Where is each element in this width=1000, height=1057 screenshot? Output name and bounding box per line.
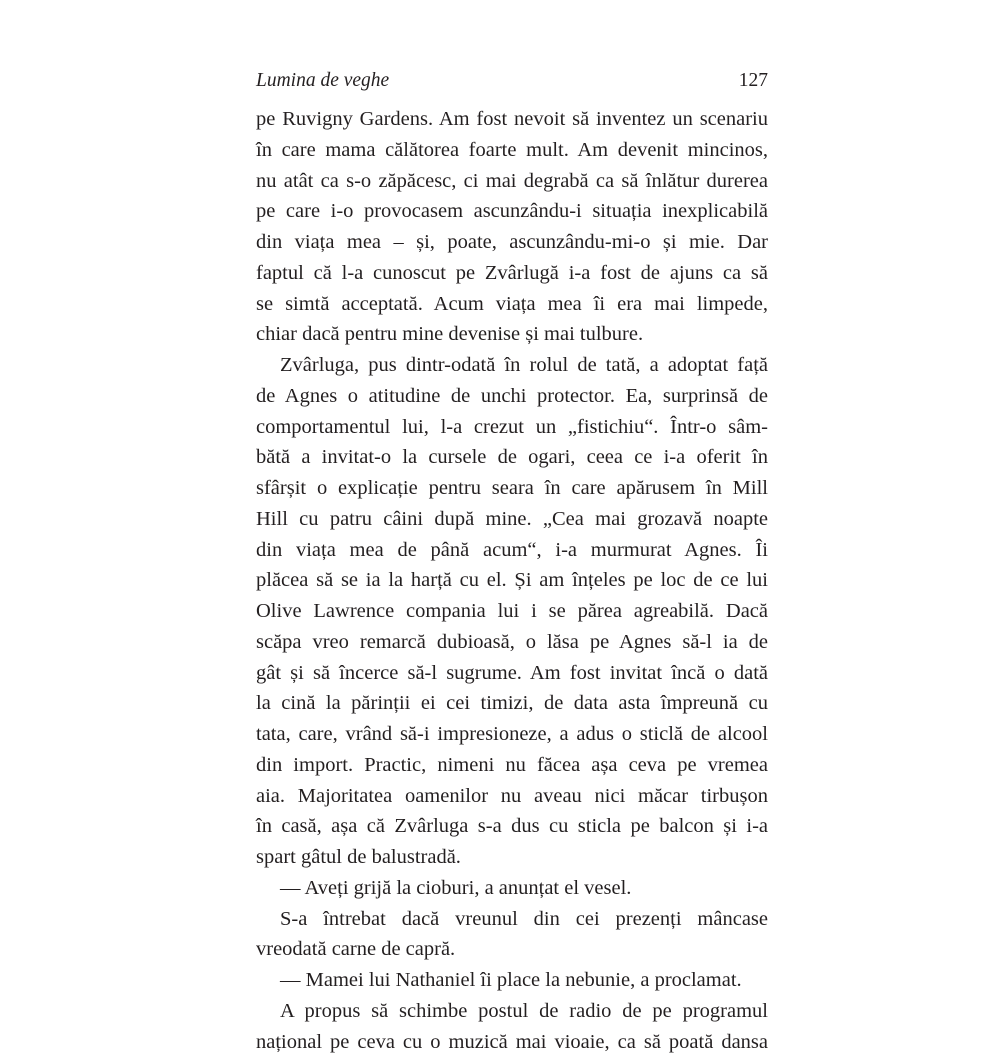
text-line: în casă, așa că Zvârluga s-a dus cu sticla pe balcon și i-a (256, 811, 768, 842)
text-line: gât și să încerce să-l sugrume. Am fost invitat încă o dată (256, 658, 768, 689)
running-title: Lumina de veghe (256, 70, 389, 92)
text-line: faptul că l-a cunoscut pe Zvârlugă i-a fost de ajuns ca să (256, 258, 768, 289)
text-line: din viața mea de până acum“, i-a murmurat Agnes. Îi (256, 535, 768, 566)
text-line: bătă a invitat-o la cursele de ogari, ceea ce i-a oferit în (256, 442, 768, 473)
text-line: la cină la părinții ei cei timizi, de data asta împreună cu (256, 688, 768, 719)
page-number: 127 (739, 70, 768, 92)
text-line: — Aveți grijă la cioburi, a anunțat el vesel. (256, 873, 768, 904)
text-line: Olive Lawrence compania lui i se părea agreabilă. Dacă (256, 596, 768, 627)
text-line: național pe ceva cu o muzică mai vioaie, ca să poată dansa (256, 1027, 768, 1057)
text-line: sfârșit o explicație pentru seara în care apărusem în Mill (256, 473, 768, 504)
text-line: comportamentul lui, l-a crezut un „fistichiu“. Într-o sâm- (256, 412, 768, 443)
text-line: — Mamei lui Nathaniel îi place la nebunie, a proclamat. (256, 965, 768, 996)
text-line: de Agnes o atitudine de unchi protector. Ea, surprinsă de (256, 381, 768, 412)
text-line: din viața mea – și, poate, ascunzându-mi-o și mie. Dar (256, 227, 768, 258)
text-line: chiar dacă pentru mine devenise și mai tulbure. (256, 319, 768, 350)
text-line: scăpa vreo remarcă dubioasă, o lăsa pe Agnes să-l ia de (256, 627, 768, 658)
text-line: Zvârluga, pus dintr-odată în rolul de tată, a adoptat față (256, 350, 768, 381)
text-line: nu atât ca s-o zăpăcesc, ci mai degrabă ca să înlătur durerea (256, 166, 768, 197)
text-line: A propus să schimbe postul de radio de pe programul (256, 996, 768, 1027)
text-line: tata, care, vrând să-i impresioneze, a adus o sticlă de alcool (256, 719, 768, 750)
text-line: aia. Majoritatea oamenilor nu aveau nici măcar tirbușon (256, 781, 768, 812)
body-text (256, 104, 768, 1057)
text-line: vreodată carne de capră. (256, 934, 768, 965)
running-head (256, 66, 768, 100)
book-page (256, 66, 768, 1057)
text-line: se simtă acceptată. Acum viața mea îi era mai limpede, (256, 289, 768, 320)
text-line: pe Ruvigny Gardens. Am fost nevoit să inventez un scenariu (256, 104, 768, 135)
text-line: din import. Practic, nimeni nu făcea așa ceva pe vremea (256, 750, 768, 781)
text-line: Hill cu patru câini după mine. „Cea mai grozavă noapte (256, 504, 768, 535)
text-line: S-a întrebat dacă vreunul din cei prezenți mâncase (256, 904, 768, 935)
text-line: în care mama călătorea foarte mult. Am devenit mincinos, (256, 135, 768, 166)
text-line: pe care i-o provocasem ascunzându-i situația inexplicabilă (256, 196, 768, 227)
text-line: spart gâtul de balustradă. (256, 842, 768, 873)
text-line: plăcea să se ia la harță cu el. Și am înțeles pe loc de ce lui (256, 565, 768, 596)
